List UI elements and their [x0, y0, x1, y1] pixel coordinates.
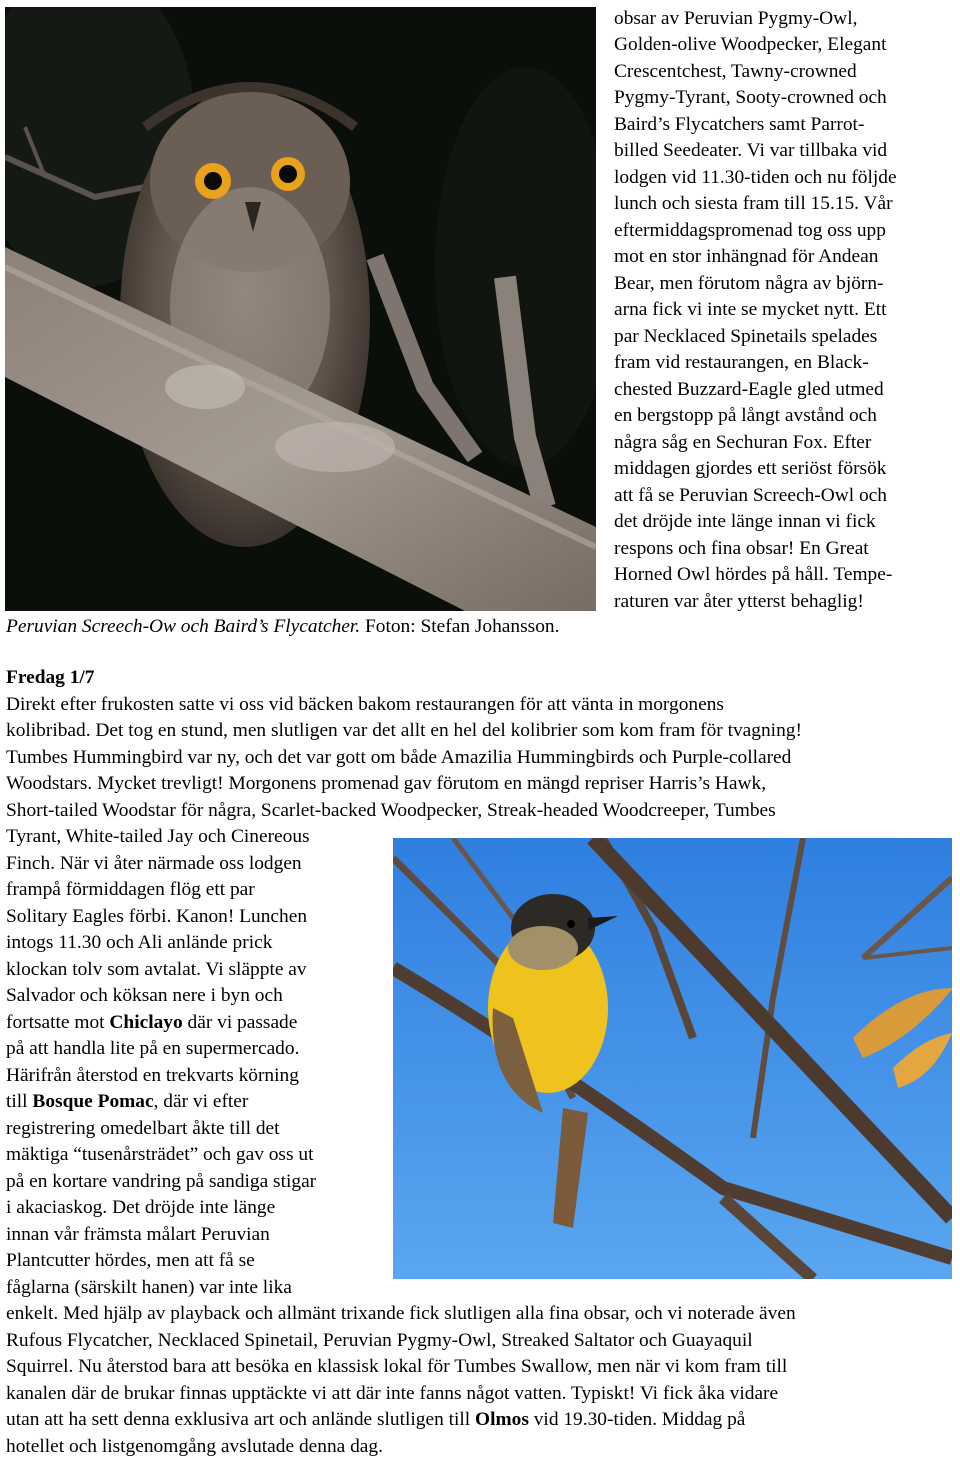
flycatcher-photo — [393, 838, 952, 1279]
text-line — [6, 1089, 248, 1116]
text-span: vid 19.30-tiden. Middag på — [528, 1409, 746, 1430]
text-line: eftermiddagspromenad tog oss upp — [614, 220, 886, 241]
text-line: innan vår främsta målart Peruvian — [6, 1224, 270, 1245]
text-line: Direkt efter frukosten satte vi oss vid bäcken bakom restaurangen för att vänta in morgonens — [6, 694, 724, 715]
text-line: att få se Peruvian Screech-Owl och — [614, 485, 887, 506]
text-line: Tumbes Hummingbird var ny, och det var gott om både Amazilia Hummingbirds och Purple-collared — [6, 747, 792, 768]
text-line: Golden-olive Woodpecker, Elegant — [614, 34, 887, 55]
owl-photo — [5, 7, 596, 611]
text-line: intogs 11.30 och Ali anlände prick — [6, 932, 273, 953]
text-line: i akaciaskog. Det dröjde inte länge — [6, 1197, 276, 1218]
text-line: arna fick vi inte se mycket nytt. Ett — [614, 299, 887, 320]
text-line: Solitary Eagles förbi. Kanon! Lunchen — [6, 906, 308, 927]
place-chiclayo: Chiclayo — [109, 1012, 183, 1033]
text-line: Rufous Flycatcher, Necklaced Spinetail, Peruvian Pygmy-Owl, Streaked Saltator och Guayaquil — [6, 1330, 753, 1351]
text-line: Bear, men förutom några av björn- — [614, 273, 884, 294]
text-span: fortsatte mot — [6, 1012, 110, 1033]
text-line: mäktiga “tusenårsträdet” och gav oss ut — [6, 1144, 314, 1165]
text-span: till — [6, 1091, 33, 1112]
caption-credit: Foton: Stefan Johansson. — [360, 616, 560, 637]
text-line: Crescentchest, Tawny-crowned — [614, 61, 857, 82]
text-line: kanalen där de brukar finnas upptäckte vi att där inte fanns något vatten. Typiskt! Vi fick åka vidare — [6, 1383, 779, 1404]
text-line: Plantcutter hördes, men att få se — [6, 1250, 255, 1271]
text-line: hotellet och listgenomgång avslutade denna dag. — [6, 1436, 383, 1457]
text-line: en bergstopp på långt avstånd och — [614, 405, 877, 426]
text-line: Finch. När vi åter närmade oss lodgen — [6, 853, 302, 874]
text-line: Härifrån återstod en trekvarts körning — [6, 1065, 299, 1086]
text-line: några såg en Sechuran Fox. Efter — [614, 432, 872, 453]
place-bosque-pomac: Bosque Pomac — [32, 1091, 154, 1112]
text-line: det dröjde inte länge innan vi fick — [614, 511, 876, 532]
text-line: Horned Owl hördes på håll. Tempe- — [614, 564, 893, 585]
text-line: middagen gjordes ett seriöst försök — [614, 458, 887, 479]
text-line: på att handla lite på en supermercado. — [6, 1038, 300, 1059]
text-span: där vi passade — [182, 1012, 298, 1033]
text-line: Salvador och köksan nere i byn och — [6, 985, 283, 1006]
text-line: Short-tailed Woodstar för några, Scarlet-backed Woodpecker, Streak-headed Woodcreeper, Tumbes — [6, 800, 776, 821]
day-heading: Fredag 1/7 — [6, 667, 95, 688]
text-line: mot en stor inhängnad för Andean — [614, 246, 879, 267]
text-line: lodgen vid 11.30-tiden och nu följde — [614, 167, 897, 188]
text-span: utan att ha sett denna exklusiva art och anlände slutligen till — [6, 1409, 476, 1430]
owl-photo-caption — [6, 614, 559, 640]
text-line: Pygmy-Tyrant, Sooty-crowned och — [614, 87, 887, 108]
text-line: enkelt. Med hjälp av playback och allmänt trixande fick slutligen alla fina obsar, och vi noterade även — [6, 1303, 796, 1324]
text-line: fram vid restaurangen, en Black- — [614, 352, 869, 373]
text-line: Baird’s Flycatchers samt Parrot- — [614, 114, 865, 135]
text-line: frampå förmiddagen flög ett par — [6, 879, 255, 900]
text-line: klockan tolv som avtalat. Vi släppte av — [6, 959, 307, 980]
text-line: Squirrel. Nu återstod bara att besöka en klassisk lokal för Tumbes Swallow, men när vi kom fram till — [6, 1356, 788, 1377]
text-line: par Necklaced Spinetails spelades — [614, 326, 878, 347]
text-line: chested Buzzard-Eagle gled utmed — [614, 379, 884, 400]
place-olmos: Olmos — [475, 1409, 529, 1430]
text-line: lunch och siesta fram till 15.15. Vår — [614, 193, 893, 214]
text-span: , där vi efter — [153, 1091, 249, 1112]
text-line: Tyrant, White-tailed Jay och Cinereous — [6, 826, 310, 847]
caption-species: Peruvian Screech-Ow och Baird’s Flycatcher. — [6, 616, 361, 637]
text-line: på en kortare vandring på sandiga stigar — [6, 1171, 317, 1192]
text-line: fåglarna (särskilt hanen) var inte lika — [6, 1277, 292, 1298]
text-line: obsar av Peruvian Pygmy-Owl, — [614, 8, 858, 29]
text-line: billed Seedeater. Vi var tillbaka vid — [614, 140, 888, 161]
text-line: respons och fina obsar! En Great — [614, 538, 869, 559]
text-line: kolibribad. Det tog en stund, men slutligen var det allt en hel del kolibrier som kom fram för tvagning! — [6, 720, 802, 741]
text-line: Woodstars. Mycket trevligt! Morgonens promenad gav förutom en mängd repriser Harris’s Hawk, — [6, 773, 767, 794]
text-line: raturen var åter ytterst behaglig! — [614, 591, 864, 612]
text-line — [6, 1010, 297, 1037]
text-line: registrering omedelbart åkte till det — [6, 1118, 280, 1139]
text-line — [6, 1407, 745, 1434]
